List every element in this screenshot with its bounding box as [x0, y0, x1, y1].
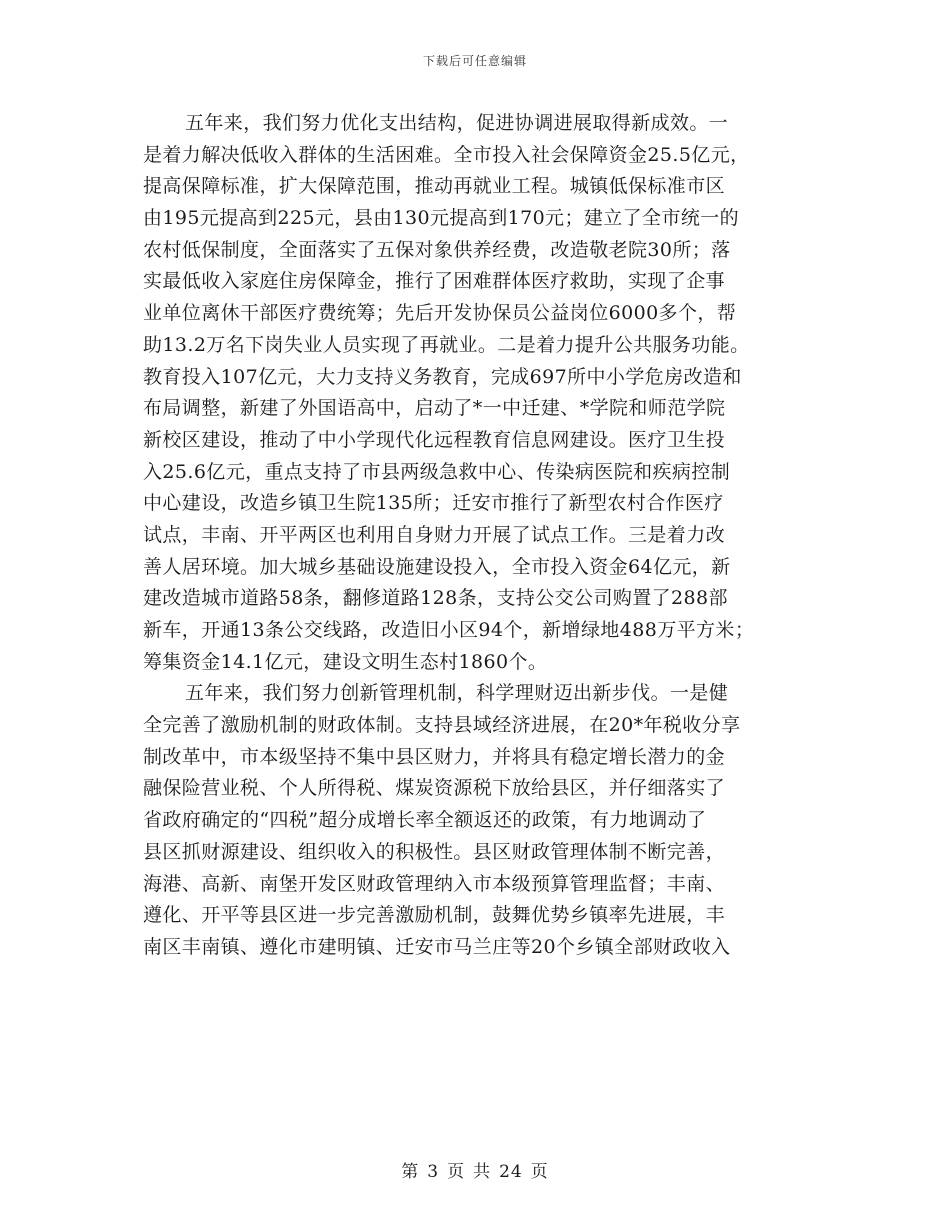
text-line: 布局调整，新建了外国语高中，启动了*一中迁建、*学院和师范学院 — [143, 397, 726, 420]
text-line: 筹集资金14.1亿元，建设文明生态村1860个。 — [143, 650, 548, 673]
text-line: 全完善了激励机制的财政体制。支持县域经济进展，在20*年税收分享 — [143, 714, 741, 737]
footer-label-mid: 页 — [447, 1162, 466, 1182]
paragraph-2 — [143, 678, 811, 963]
page-footer — [0, 1157, 950, 1182]
text-line: 新车，开通13条公交线路，改造旧小区94个，新增绿地488万平方米； — [143, 619, 755, 641]
text-line: 入25.6亿元，重点支持了市县两级急救中心、传染病医院和疾病控制 — [143, 460, 731, 483]
text-line: 教育投入107亿元，大力支持义务教育，完成697所中小学危房改造和 — [143, 365, 742, 388]
text-line: 是着力解决低收入群体的生活困难。全市投入社会保障资金25.5亿元， — [143, 143, 750, 166]
text-line: 海港、高新、南堡开发区财政管理纳入市本级预算管理监督；丰南、 — [143, 872, 726, 895]
text-line: 农村低保制度，全面落实了五保对象供养经费，改造敬老院30所；落 — [143, 238, 731, 261]
text-line: 实最低收入家庭住房保障金，推行了困难群体医疗救助，实现了企事 — [143, 270, 726, 293]
text-line: 五年来，我们努力优化支出结构，促进协调进展取得新成效。一 — [185, 112, 729, 134]
text-line: 建改造城市道路58条，翻修道路128条，支持公交公司购置了288部 — [143, 587, 728, 610]
text-line: 制改革中，市本级坚持不集中县区财力，并将具有稳定增长潜力的金 — [143, 745, 726, 768]
text-line: 助13.2万名下岗失业人员实现了再就业。二是着力提升公共服务功能。 — [143, 333, 750, 356]
footer-label-total: 共 — [473, 1162, 492, 1182]
paragraph-1 — [143, 108, 811, 678]
current-page-number: 3 — [427, 1162, 440, 1182]
text-line: 试点，丰南、开平两区也利用自身财力开展了试点工作。三是着力改 — [143, 523, 726, 546]
text-line: 中心建设，改造乡镇卫生院135所；迁安市推行了新型农村合作医疗 — [143, 492, 724, 515]
text-line: 南区丰南镇、遵化市建明镇、迁安市马兰庄等20个乡镇全部财政收入 — [143, 935, 731, 958]
page-header: 下载后可任意编辑 — [422, 54, 527, 68]
footer-label-end: 页 — [530, 1162, 549, 1182]
text-line: 善人居环境。加大城乡基础设施建设投入，全市投入资金64亿元，新 — [143, 555, 731, 578]
text-line: 省政府确定的“四税”超分成增长率全额返还的政策，有力地调动了 — [143, 809, 707, 832]
text-line: 业单位离休干部医疗费统筹；先后开发协保员公益岗位6000多个，帮 — [143, 302, 737, 325]
text-line: 新校区建设，推动了中小学现代化远程教育信息网建设。医疗卫生投 — [143, 428, 726, 451]
text-line: 由195元提高到225元，县由130元提高到170元；建立了全市统一的 — [143, 207, 740, 230]
text-line: 融保险营业税、个人所得税、煤炭资源税下放给县区，并仔细落实了 — [143, 777, 726, 800]
text-line: 遵化、开平等县区进一步完善激励机制，鼓舞优势乡镇率先进展，丰 — [143, 904, 726, 927]
text-line: 五年来，我们努力创新管理机制，科学理财迈出新步伐。一是健 — [185, 682, 729, 705]
document-body — [143, 108, 811, 964]
total-pages-number: 24 — [499, 1162, 523, 1182]
text-line: 县区抓财源建设、组织收入的积极性。县区财政管理体制不断完善， — [143, 840, 726, 863]
footer-label-page: 第 — [401, 1162, 420, 1182]
text-line: 提高保障标准，扩大保障范围，推动再就业工程。城镇低保标准市区 — [143, 175, 726, 198]
